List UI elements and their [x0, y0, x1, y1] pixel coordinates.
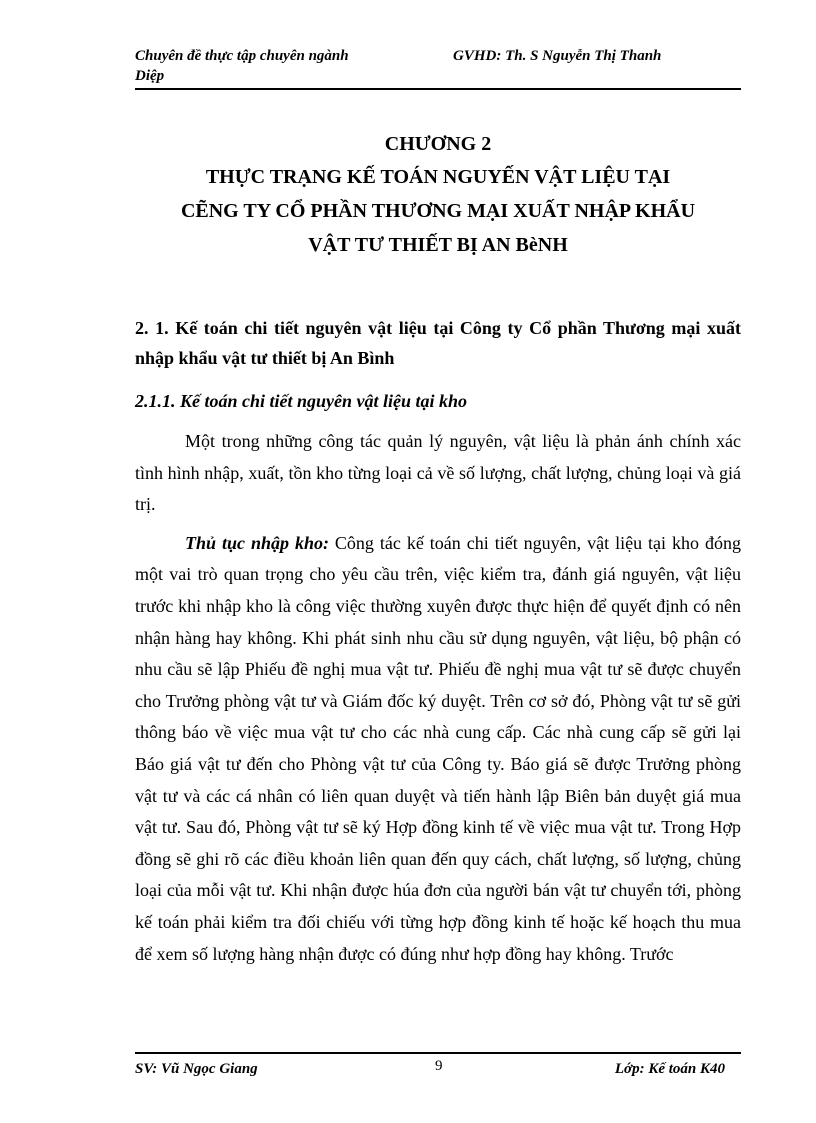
footer-divider [135, 1052, 741, 1054]
paragraph-1: Một trong những công tác quản lý nguyên, vật liệu là phản ánh chính xác tình hình nhập, xuất, tồn kho từng loại cả về số lượng, chất lượng, chủng loại và giá trị. [135, 431, 741, 515]
chapter-title-line-3: VẬT TƯ THIẾT BỊ AN BèNH [308, 234, 568, 256]
paragraph-2 [135, 528, 741, 970]
section-heading: 2. 1. Kế toán chi tiết nguyên vật liệu tại Công ty Cổ phần Thương mại xuất nhập khẩu vật tư thiết bị An Bình [135, 318, 741, 368]
page-header [135, 46, 741, 86]
paragraph-2-text: Công tác kế toán chi tiết nguyên, vật liệu tại kho đóng một vai trò quan trọng cho yêu cầu trên, việc kiểm tra, đánh giá nguyên, vật liệu trước khi nhập kho là công việc thường xuyên được thực hiện để quyết định có nên nhận hàng hay không. Khi phát sinh nhu cầu sử dụng nguyên, vật liệu, bộ phận có nhu cầu sẽ lập Phiếu đề nghị mua vật tư. Phiếu đề nghị mua vật tư sẽ được chuyển cho Trưởng phòng vật tư và Giám đốc ký duyệt. Trên cơ sở đó, Phòng vật tư sẽ gửi thông báo về việc mua vật tư cho các nhà cung cấp. Các nhà cung cấp sẽ gửi lại Báo giá vật tư đến cho Phòng vật tư của Công ty. Báo giá sẽ được Trưởng phòng vật tư và các cá nhân có liên quan duyệt và tiến hành lập Biên bản duyệt giá mua vật tư. Sau đó, Phòng vật tư sẽ ký Hợp đồng kinh tế về việc mua vật tư. Trong Hợp đồng sẽ ghi rõ các điều khoản liên quan đến quy cách, chất lượng, số lượng, chủng loại của mỗi vật tư. Khi nhận được húa đơn của người bán vật tư chuyển tới, phòng kế toán phải kiểm tra đối chiếu với từng hợp đồng kinh tế hoặc kế hoạch thu mua để xem số lượng hàng nhận được có đúng như hợp đồng hay không. Trước [135, 532, 741, 964]
header-topic: Chuyên đề thực tập chuyên ngành [135, 48, 349, 64]
chapter-title-line-2: CẼNG TY CỔ PHẦN THƯƠNG MẠI XUẤT NHẬP KHẨU [180, 200, 696, 222]
footer-page-number: 9 [435, 1058, 443, 1074]
page-footer [135, 1058, 741, 1080]
body-text [135, 426, 741, 977]
header-advisor-name-continued: Diệp [135, 68, 165, 84]
chapter-label: CHƯƠNG 2 [384, 133, 492, 155]
header-divider [135, 88, 741, 90]
footer-student: SV: Vũ Ngọc Giang [135, 1061, 258, 1077]
chapter-title-block [120, 128, 756, 262]
footer-class: Lớp: Kế toán K40 [614, 1061, 725, 1077]
paragraph-2-lead: Thủ tục nhập kho: [185, 532, 329, 553]
subsection-heading: 2.1.1. Kế toán chi tiết nguyên vật liệu tại kho [135, 391, 468, 411]
chapter-title-line-1: THỰC TRẠNG KẾ TOÁN NGUYẾN VẬT LIỆU TẠI [205, 166, 671, 188]
header-advisor: GVHD: Th. S Nguyễn Thị Thanh [453, 48, 662, 64]
